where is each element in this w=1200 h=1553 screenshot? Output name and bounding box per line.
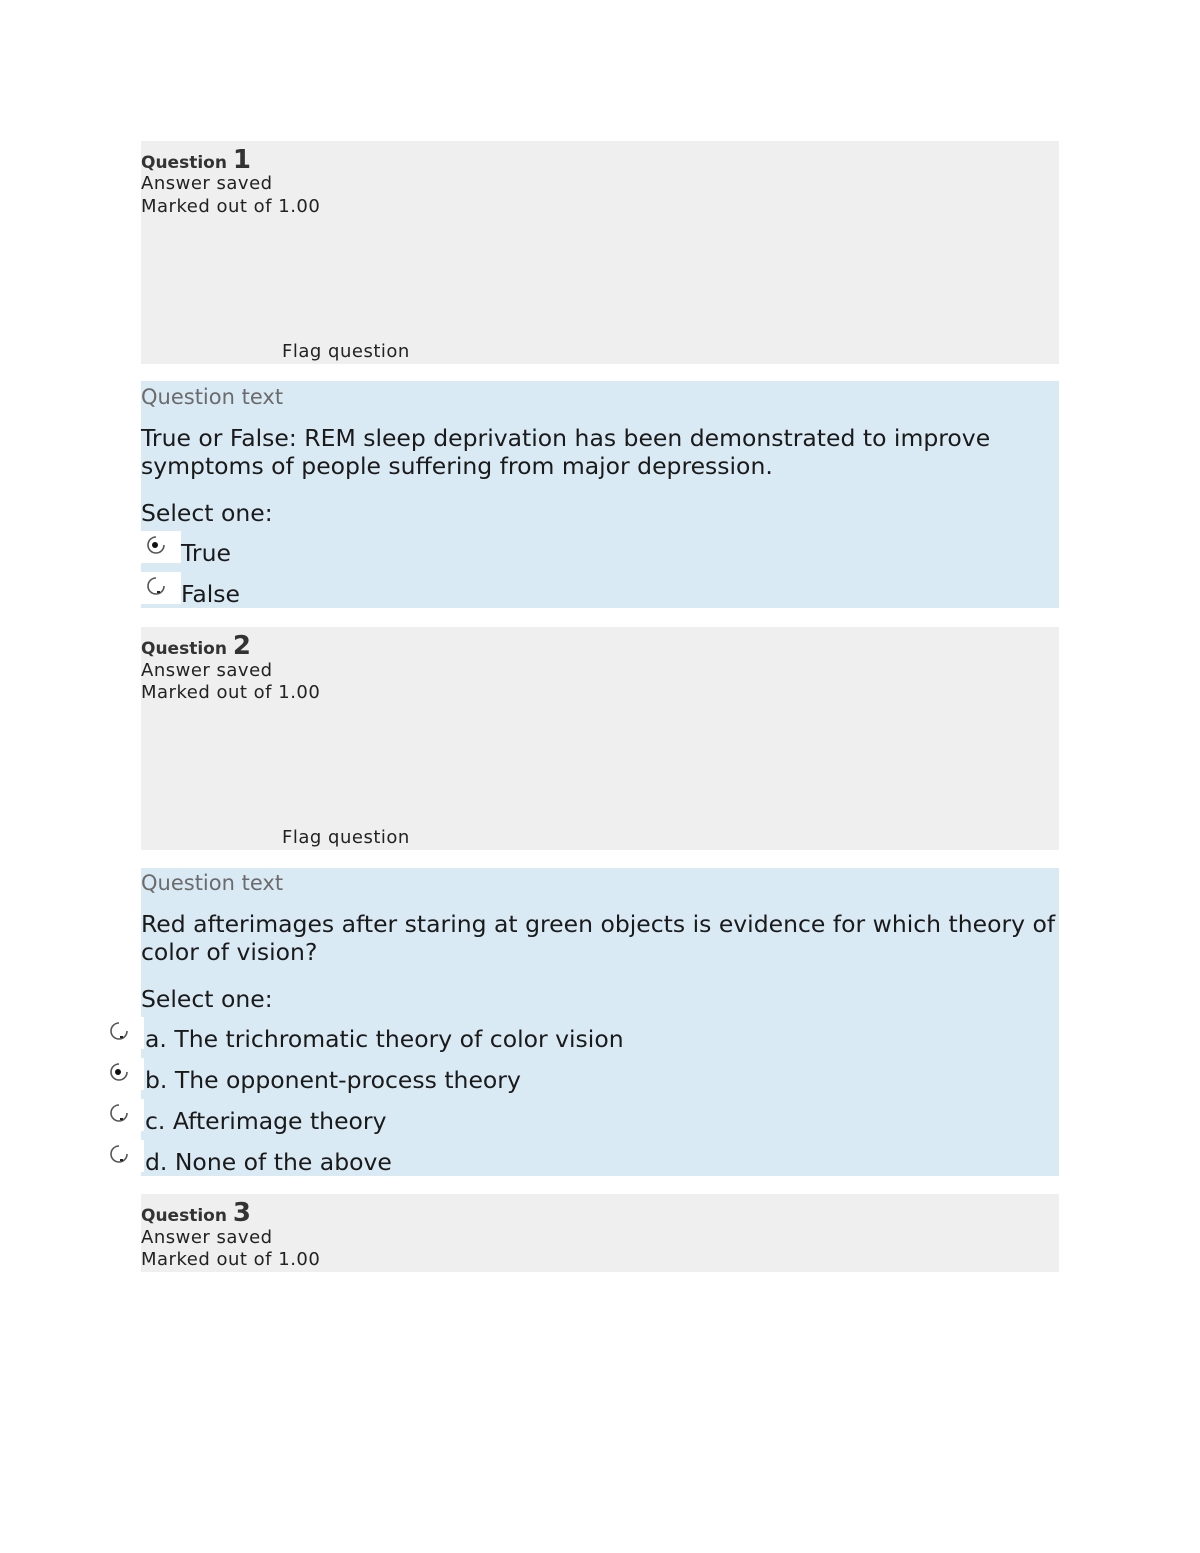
question-3-label: Question 3	[141, 1198, 251, 1228]
question-3-info	[141, 1194, 1059, 1272]
question-2-info	[141, 627, 1059, 850]
radio-unselected-icon[interactable]	[141, 572, 181, 602]
question-2-state: Answer saved	[141, 660, 273, 681]
radio-unselected-icon[interactable]	[104, 1017, 144, 1047]
question-1-prompt: Select one:	[141, 499, 273, 527]
question-2-text: Red afterimages after staring at green objects is evidence for which theory of color of vision?	[141, 910, 1056, 966]
question-2-number: 2	[232, 631, 251, 661]
question-2-option-b-label: b. The opponent-process theory	[145, 1066, 521, 1094]
question-1-state: Answer saved	[141, 173, 273, 194]
question-2-flag-link[interactable]: Flag question	[282, 827, 410, 848]
question-1-text-label: Question text	[141, 385, 284, 409]
question-3-number: 3	[232, 1198, 251, 1228]
question-1-grade: Marked out of 1.00	[141, 196, 321, 217]
radio-selected-icon[interactable]	[104, 1058, 144, 1088]
question-1-number: 1	[232, 145, 251, 175]
question-2-grade: Marked out of 1.00	[141, 682, 321, 703]
question-1-label: Question 1	[141, 145, 251, 175]
question-1-flag-link[interactable]: Flag question	[282, 341, 410, 362]
question-2-prompt: Select one:	[141, 985, 273, 1013]
question-2-text-label: Question text	[141, 871, 284, 895]
question-1-content	[141, 381, 1059, 608]
radio-unselected-icon[interactable]	[104, 1140, 144, 1170]
question-3-state: Answer saved	[141, 1227, 273, 1248]
question-1-option-false[interactable]	[141, 572, 441, 612]
question-2-option-d[interactable]	[104, 1140, 804, 1180]
question-2-option-a-label: a. The trichromatic theory of color vision	[145, 1025, 624, 1053]
question-1-info	[141, 141, 1059, 364]
question-1-option-true[interactable]	[141, 531, 441, 571]
question-2-option-a[interactable]	[104, 1017, 804, 1057]
question-3-grade: Marked out of 1.00	[141, 1249, 321, 1270]
question-2-option-b[interactable]	[104, 1058, 804, 1098]
question-2-label: Question 2	[141, 631, 251, 661]
question-2-option-d-label: d. None of the above	[145, 1148, 392, 1176]
question-2-option-c[interactable]	[104, 1099, 804, 1139]
question-1-option-false-label: False	[181, 580, 240, 608]
question-1-text: True or False: REM sleep deprivation has been demonstrated to improve symptoms of people suffering from major depression.	[141, 424, 991, 480]
question-2-option-c-label: c. Afterimage theory	[145, 1107, 387, 1135]
radio-selected-icon[interactable]	[141, 531, 181, 561]
radio-unselected-icon[interactable]	[104, 1099, 144, 1129]
question-1-option-true-label: True	[181, 539, 231, 567]
